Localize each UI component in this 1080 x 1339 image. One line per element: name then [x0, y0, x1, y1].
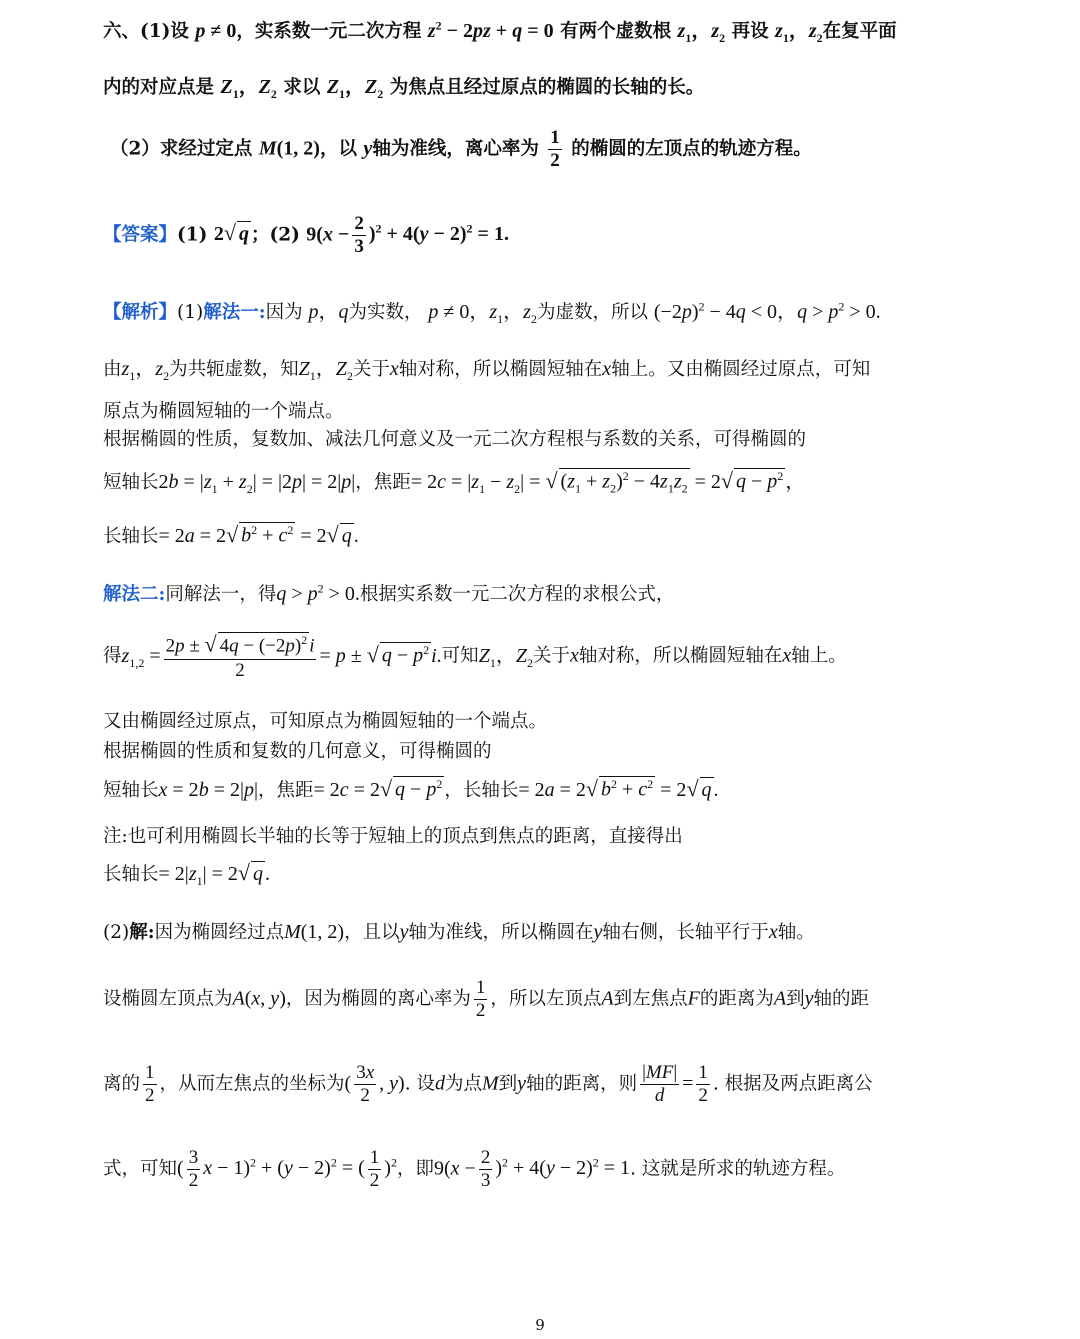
text: 轴的距离，则 — [526, 1073, 638, 1095]
text: 式，可知 — [103, 1158, 178, 1180]
text: （2）求经过定点 — [110, 138, 253, 160]
text: 在复平面 — [822, 21, 897, 42]
text: 内的对应点是 — [103, 77, 215, 98]
text: ，所以左顶点 — [490, 988, 602, 1010]
text: 设椭圆左顶点为 — [103, 988, 233, 1010]
text: 关于 — [532, 645, 570, 667]
text: ，因为椭圆的离心率为 — [285, 988, 471, 1010]
analysis-line3: 原点为椭圆短轴的一个端点。 — [103, 401, 344, 422]
text: 可知 — [441, 645, 479, 667]
text: 为点 — [444, 1073, 482, 1095]
text: . 这就是所求的轨迹方程。 — [630, 1158, 846, 1180]
text: 由 — [103, 359, 122, 380]
text: 短轴长 — [103, 472, 159, 493]
part2-line4: 式，可知( $\frac{3}{2}$ $x - 1)^2 + (y - 2)^2$ = ( $\frac{1}{2}$ )$^2$，即9(x − $\frac{2}{3}$ )$^2 + 4(y - 2)^2 = 1$. 这就是所求的轨迹方程。 — [103, 1147, 846, 1191]
text: 轴的距 — [813, 988, 869, 1010]
text: . 根据及两点距离公 — [712, 1073, 873, 1095]
text: 轴对称，所以椭圆短轴在 — [398, 359, 603, 380]
method2-line1: 解法二:同解法一，得$q > p^2 > 0$.根据实系数一元二次方程的求根公式， — [103, 581, 675, 605]
text: 为共轭虚数，知 — [169, 359, 299, 380]
text: 轴右侧，长轴平行于 — [602, 922, 769, 943]
analysis-line5: 短轴长$2b = |z_1 + z_2| = |2p| = 2|p|$，焦距= $2c = |z_1 - z_2|$ = √ $(z_1 + z_2)^2 - 4z_1z_2 = 2√$ $q - p^2$ ， — [103, 468, 806, 496]
text: ，从而左焦点的坐标为 — [159, 1073, 345, 1095]
text: 再设 — [731, 21, 769, 42]
text: 为焦点且经过原点的椭圆的长轴的长。 — [389, 77, 705, 98]
text: 轴为准线，离心率为 — [372, 138, 539, 160]
text: 长轴长 — [103, 864, 159, 885]
text: 到左焦点 — [613, 988, 688, 1010]
method2-label: 解法二: — [103, 584, 166, 605]
method2-line2: 得$z_{1,2}$ = $\frac{2p \pm √ 4q - (-2p)^2 i}{2}$ = p ± √ $q - p^2$ i.可知$Z_1$，$Z_2$关于x轴对称，所以椭圆短轴在x轴上。 — [103, 631, 847, 682]
text: ，焦距 — [258, 780, 314, 801]
part2-line1: (2)解:因为椭圆经过点M(1, 2)，且以y轴为准线，所以椭圆在y轴右侧，长轴平行于x轴。 — [103, 921, 815, 943]
text: 的椭圆的左顶点的轨迹方程。 — [571, 138, 812, 160]
analysis-line6: 长轴长= 2a = 2√ $b^2 + c^2 = 2√$ q . — [103, 522, 359, 547]
text: 轴对称，所以椭圆短轴在 — [578, 645, 783, 667]
method2-note: 注:也可利用椭圆长半轴的长等于短轴上的顶点到焦点的距离，直接得出 — [103, 826, 683, 847]
text: 因为椭圆经过点 — [154, 922, 285, 943]
answer-line: 【答案】(1) 2√ q ；(2) 9(x − $\frac{2}{3}$ )$^2 + 4(y - 2)^2 = 1$. — [103, 213, 509, 257]
question-part1-line2: 内的对应点是 $Z_1$，$Z_2$ 求以 $Z_1$，$Z_2$ 为焦点且经过原点的椭圆的长轴的长。 — [103, 76, 705, 101]
text: 的距离为 — [699, 988, 774, 1010]
text: 得 — [103, 645, 122, 667]
text: (2) — [103, 922, 130, 943]
text: 到 — [786, 988, 805, 1010]
question-part1-line1: 六、(1)设 p ≠ 0，实系数一元二次方程 $z^2 - 2pz + q = 0$ 有两个虚数根 $z_1$，$z_2$ 再设 $z_1$，$z_2$在复平面 — [103, 18, 897, 45]
method2-line5: 短轴长x = 2b = 2|p|，焦距= 2c = 2√ $q - p^2$ ，长轴长= 2a = 2√ $b^2 + c^2 = 2√$ q . — [103, 776, 719, 801]
text: 为实数， — [348, 302, 423, 323]
text: 离的 — [103, 1073, 141, 1095]
text: 轴为准线，所以椭圆在 — [408, 922, 594, 943]
method2-line4: 根据椭圆的性质和复数的几何意义，可得椭圆的 — [103, 741, 492, 762]
text: ，长轴长 — [444, 780, 519, 801]
text: 同解法一，得 — [165, 584, 277, 605]
text: ，焦距 — [355, 472, 411, 493]
method2-line7: 长轴长= $2|z_1| = 2√$ q . — [103, 860, 270, 888]
analysis-tag: 【解析】 — [103, 302, 178, 323]
text: ，实系数一元二次方程 — [236, 21, 422, 42]
text: 有两个虚数根 — [560, 21, 672, 42]
text: . 设 — [404, 1073, 435, 1095]
method2-line3: 又由椭圆经过原点，可知原点为椭圆短轴的一个端点。 — [103, 711, 548, 732]
text: ，即 — [396, 1158, 434, 1180]
text: 轴上。又由椭圆经过原点，可知 — [611, 359, 871, 380]
analysis-line4: 根据椭圆的性质，复数加、减法几何意义及一元二次方程根与系数的关系，可得椭圆的 — [103, 429, 807, 450]
solution-label: 解: — [129, 922, 155, 943]
text: 长轴长 — [103, 526, 159, 547]
method1-label: 解法一: — [203, 302, 266, 323]
text: 短轴长 — [103, 780, 159, 801]
text: 根据实系数一元二次方程的求根公式， — [359, 584, 675, 605]
text: 关于 — [352, 359, 390, 380]
question-part2: （2）求经过定点 M(1, 2)，以 y轴为准线，离心率为 $\frac{1}{2}$ 的椭圆的左顶点的轨迹方程。 — [110, 127, 812, 171]
analysis-line1: 【解析】(1)解法一:因为 p，q为实数， p ≠ 0，$z_1$，$z_2$为虚数，所以 $(-2p)^2 - 4q < 0$，$q > p^2 > 0$. — [103, 299, 881, 326]
analysis-line2: 由$z_1$，$z_2$为共轭虚数，知$Z_1$，$Z_2$关于x轴对称，所以椭圆短轴在x轴上。又由椭圆经过原点，可知 — [103, 358, 871, 383]
answer-tag: 【答案】 — [103, 224, 178, 246]
text: 轴上。 — [791, 645, 847, 667]
text: (1) — [177, 302, 204, 323]
text: 轴。 — [777, 922, 815, 943]
text: ；(2) — [250, 224, 300, 246]
text: ，以 — [319, 138, 357, 160]
text: ，且以 — [344, 922, 400, 943]
text: 到 — [498, 1073, 518, 1095]
page-number: 9 — [535, 1316, 545, 1334]
text: 为虚数，所以 — [536, 302, 648, 323]
part2-line2: 设椭圆左顶点为A(x, y)，因为椭圆的离心率为 $\frac{1}{2}$ ，所以左顶点A到左焦点F的距离为A到y轴的距 — [103, 977, 869, 1021]
text: 六、(1)设 — [103, 21, 189, 42]
text: (1) — [177, 224, 208, 246]
part2-line3: 离的 $\frac{1}{2}$ ，从而左焦点的坐标为( $\frac{3x}{2}$ , y). 设d为点M到y轴的距离，则 $\frac{|MF|}{d}$ = $\frac{1}{2}$ . 根据及两点距离公 — [103, 1062, 873, 1106]
text: 求以 — [283, 77, 321, 98]
text: 因为 — [265, 302, 303, 323]
